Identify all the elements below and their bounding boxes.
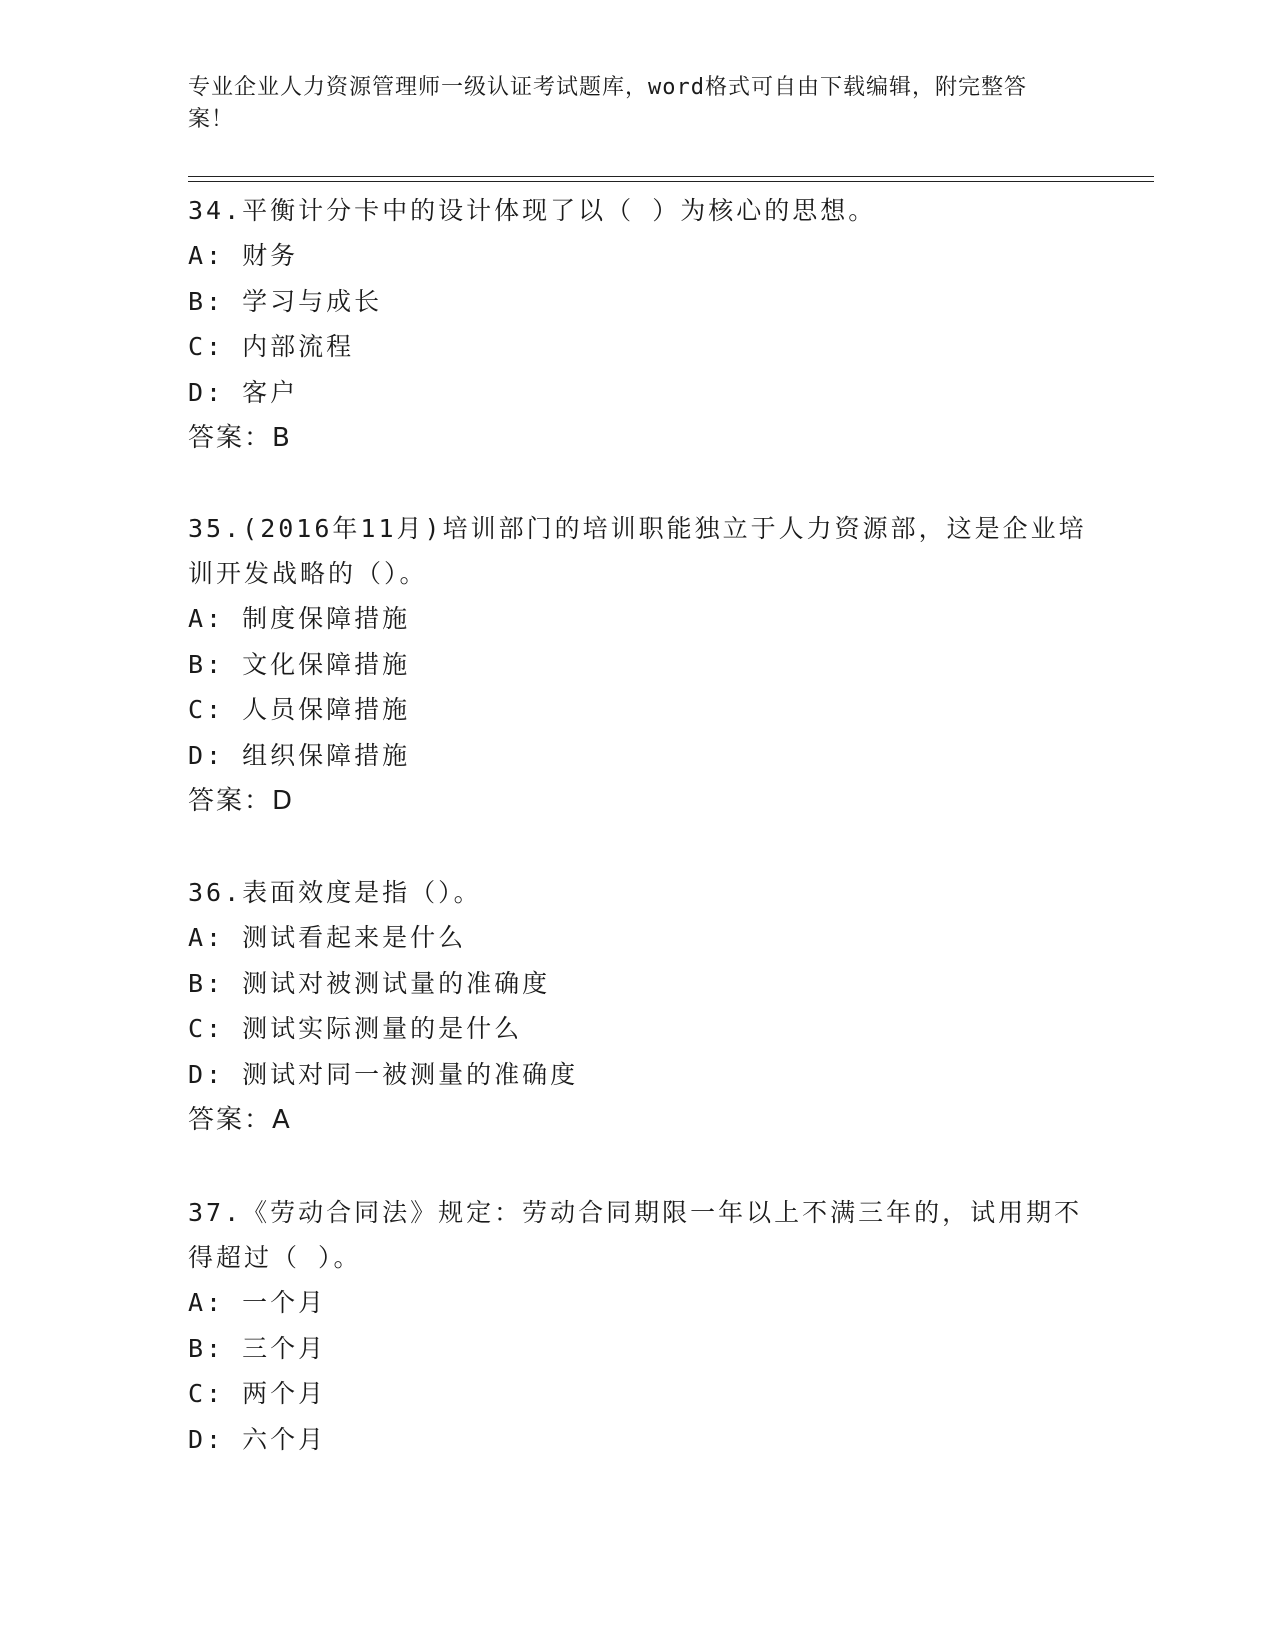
option-c: C: 两个月 xyxy=(188,1379,327,1408)
question-stem: 34.平衡计分卡中的设计体现了以（ ）为核心的思想。 xyxy=(188,196,877,225)
option-b: B: 三个月 xyxy=(188,1333,327,1363)
answer-line: 答案：A xyxy=(188,1105,292,1135)
header-divider-second xyxy=(188,181,1154,182)
question-34 xyxy=(188,188,1088,461)
question-35 xyxy=(188,506,1088,824)
option-b: B: 文化保障措施 xyxy=(188,649,411,679)
document-header: 专业企业人力资源管理师一级认证考试题库，word格式可自由下载编辑，附完整答案！ xyxy=(188,75,1027,132)
option-a: A: 财务 xyxy=(188,241,299,270)
option-d: D: 六个月 xyxy=(188,1424,327,1454)
option-d: D: 测试对同一被测量的准确度 xyxy=(188,1059,579,1089)
question-stem: 36.表面效度是指（）。 xyxy=(188,878,482,907)
option-c: C: 测试实际测量的是什么 xyxy=(188,1014,523,1043)
option-a: A: 测试看起来是什么 xyxy=(188,923,467,952)
option-d: D: 客户 xyxy=(188,377,299,407)
answer-line: 答案：D xyxy=(188,786,295,816)
option-c: C: 内部流程 xyxy=(188,332,355,361)
question-36 xyxy=(188,870,1088,1143)
option-a: A: 一个月 xyxy=(188,1288,327,1317)
option-d: D: 组织保障措施 xyxy=(188,740,411,770)
question-stem: 35.(2016年11月)培训部门的培训职能独立于人力资源部，这是企业培训开发战略的（）。 xyxy=(188,514,1087,588)
question-37 xyxy=(188,1190,1088,1462)
option-b: B: 测试对被测试量的准确度 xyxy=(188,968,551,998)
option-c: C: 人员保障措施 xyxy=(188,695,411,724)
option-b: B: 学习与成长 xyxy=(188,286,383,316)
header-divider xyxy=(188,176,1154,177)
answer-line: 答案：B xyxy=(188,423,292,453)
question-stem: 37.《劳动合同法》规定：劳动合同期限一年以上不满三年的，试用期不得超过（ ）。 xyxy=(188,1198,1083,1272)
option-a: A: 制度保障措施 xyxy=(188,604,411,633)
